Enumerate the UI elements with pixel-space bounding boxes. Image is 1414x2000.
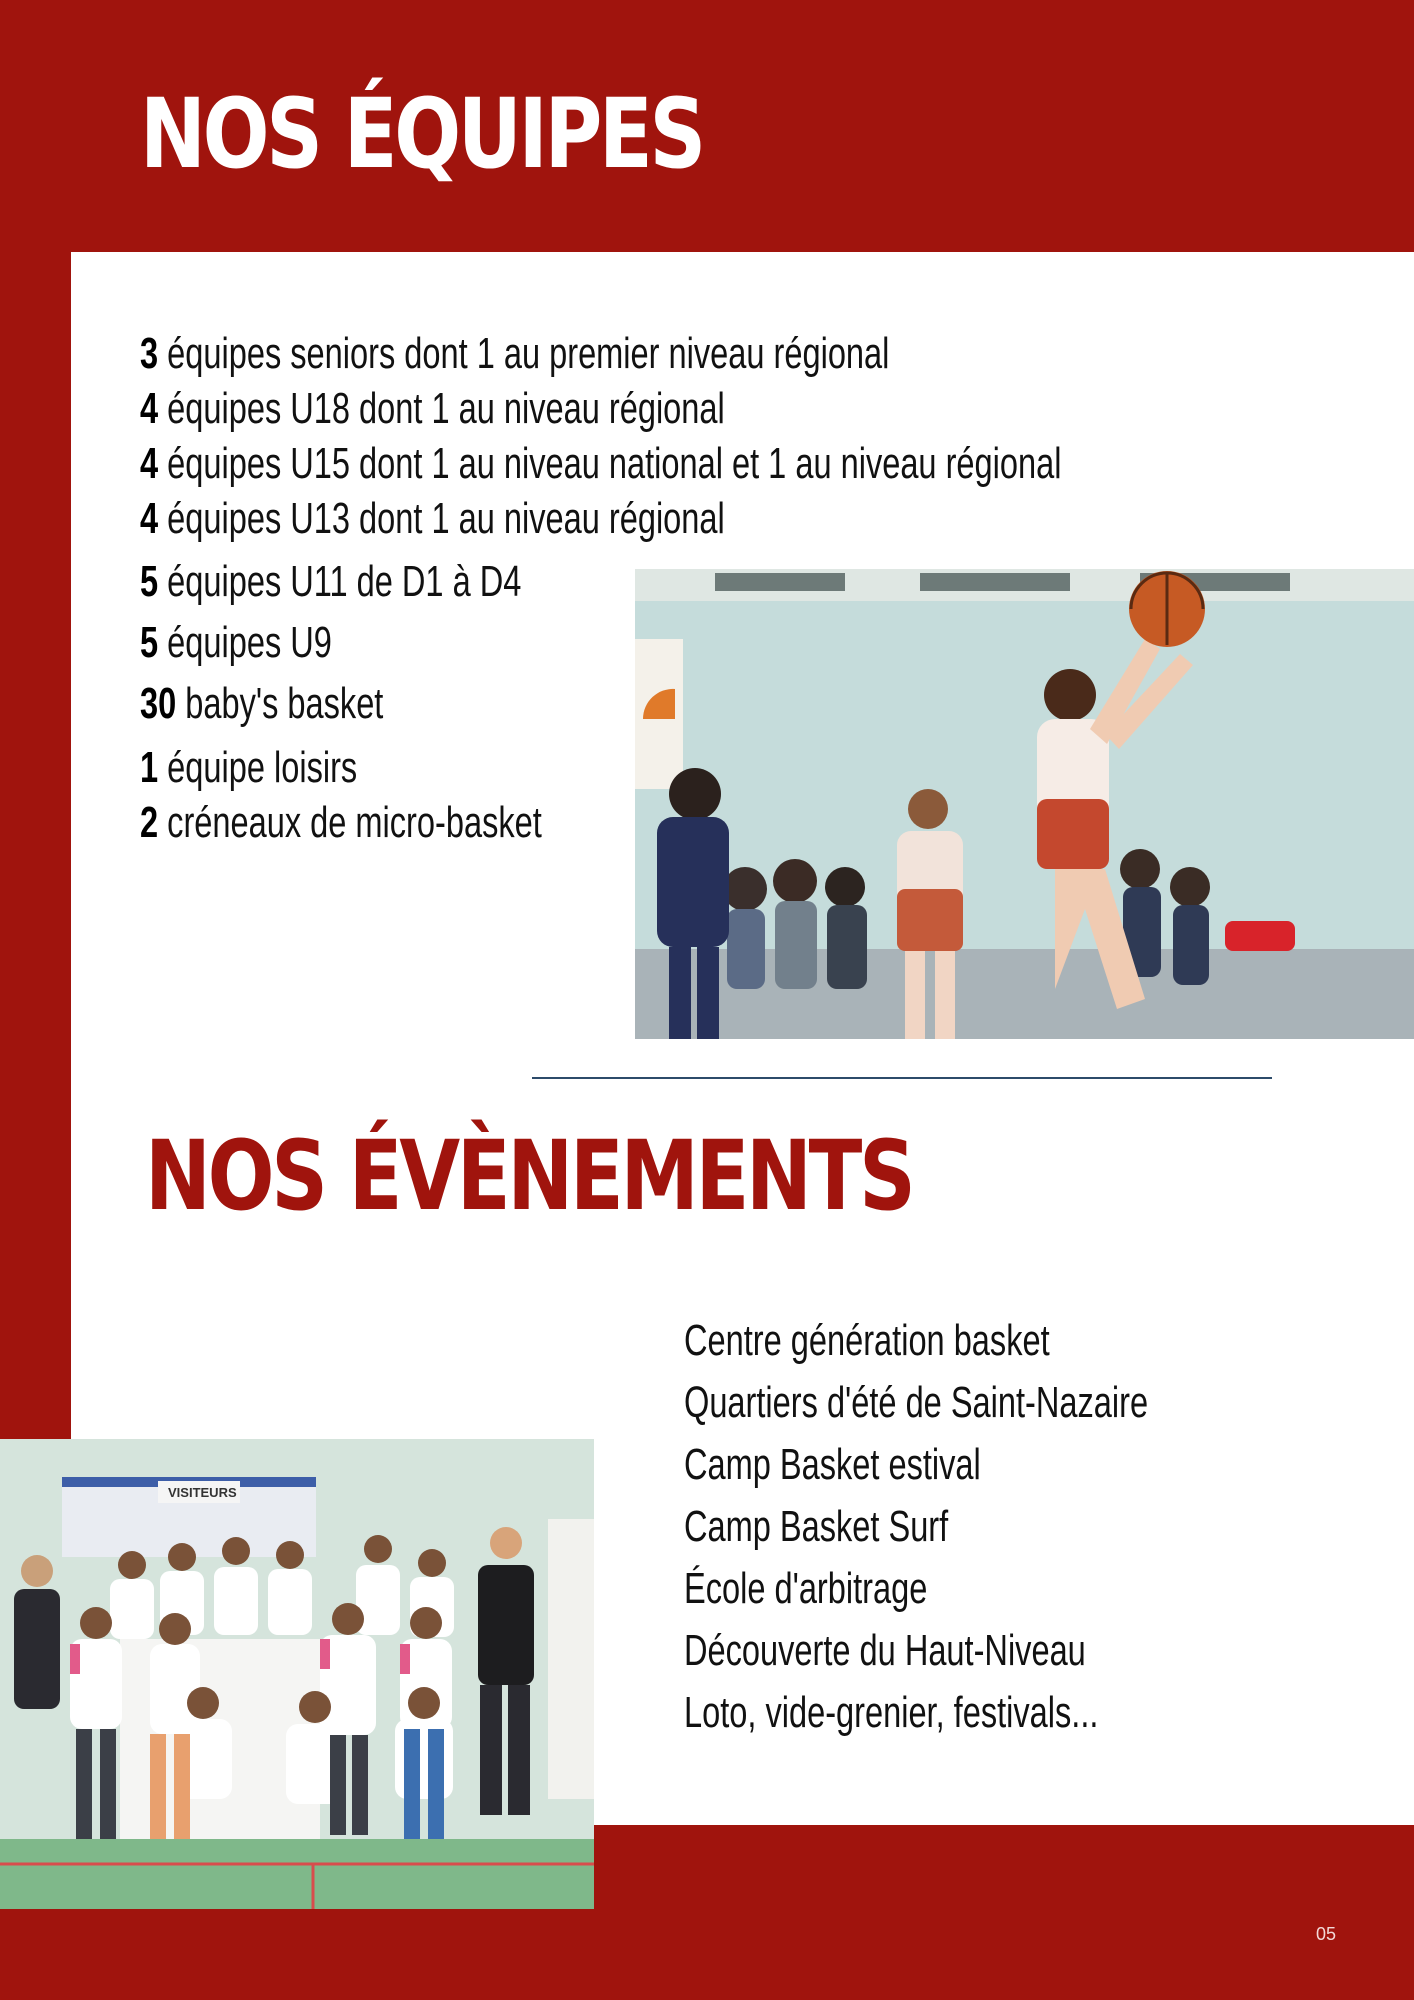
team-item: 5 équipes U9 <box>140 618 332 667</box>
team-item: 5 équipes U11 de D1 à D4 <box>140 557 522 606</box>
team-item: 3 équipes seniors dont 1 au premier niveau régional <box>140 329 890 378</box>
event-item: École d'arbitrage <box>684 1564 928 1613</box>
teams-heading: NOS ÉQUIPES <box>140 78 703 190</box>
team-item: 2 créneaux de micro-basket <box>140 798 542 847</box>
youth-team-group-photo <box>0 1439 594 1909</box>
basketball-game-photo <box>635 569 1414 1039</box>
team-item: 4 équipes U13 dont 1 au niveau régional <box>140 494 725 543</box>
banner-visiteurs: VISITEURS <box>168 1485 237 1500</box>
section-divider <box>532 1077 1272 1079</box>
event-item: Loto, vide-grenier, festivals... <box>684 1688 1099 1737</box>
page-number: 05 <box>1316 1924 1337 1944</box>
events-heading: NOS ÉVÈNEMENTS <box>145 1120 913 1232</box>
event-item: Quartiers d'été de Saint-Nazaire <box>684 1378 1149 1427</box>
event-item: Camp Basket estival <box>684 1440 981 1489</box>
event-item: Découverte du Haut-Niveau <box>684 1626 1086 1675</box>
event-item: Centre génération basket <box>684 1316 1050 1365</box>
team-item: 4 équipes U18 dont 1 au niveau régional <box>140 384 725 433</box>
team-item: 1 équipe loisirs <box>140 743 358 792</box>
team-item: 30 baby's basket <box>140 679 384 728</box>
event-item: Camp Basket Surf <box>684 1502 949 1551</box>
team-item: 4 équipes U15 dont 1 au niveau national et 1 au niveau régional <box>140 439 1062 488</box>
